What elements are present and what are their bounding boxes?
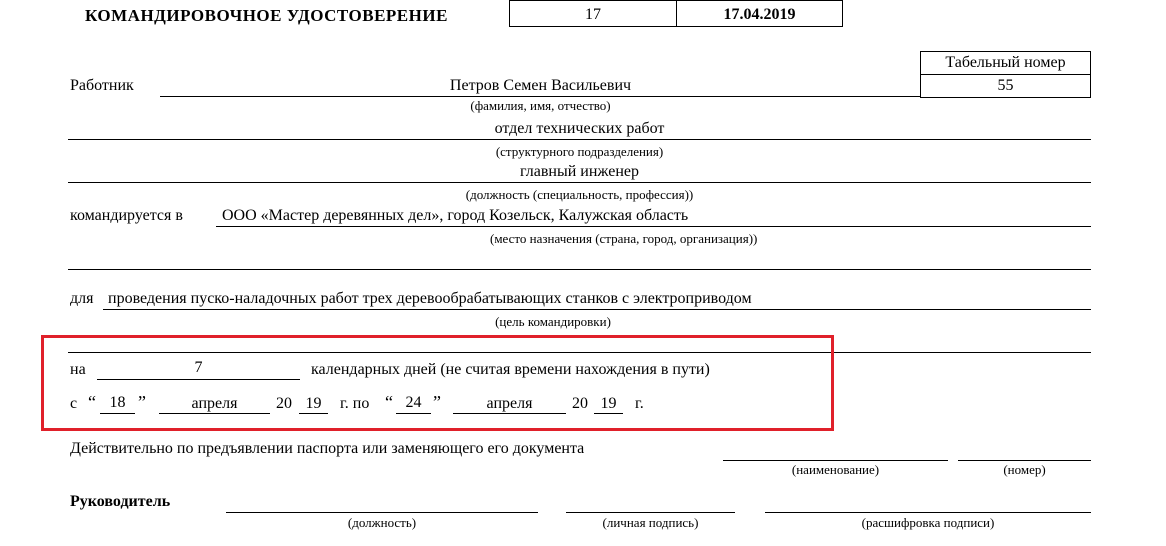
position-value: главный инженер <box>520 163 639 180</box>
document-title: КОМАНДИРОВОЧНОЕ УДОСТОВЕРЕНИЕ <box>85 6 448 25</box>
duration-label: на <box>70 361 86 378</box>
to-month: апреля <box>486 395 533 412</box>
from-year-line <box>299 413 328 414</box>
manager-signature-line <box>566 512 735 513</box>
tab-number-value-cell <box>920 74 1091 98</box>
department-value: отдел технических работ <box>494 120 665 137</box>
validity-number-line <box>958 460 1091 461</box>
doc-number: 17 <box>585 6 601 23</box>
worker-label: Работник <box>70 77 134 94</box>
tab-number-label: Табельный номер <box>945 54 1066 71</box>
destination-line <box>216 226 1091 227</box>
from-month: апреля <box>191 395 238 412</box>
purpose-line <box>103 309 1091 310</box>
position-line <box>68 182 1091 183</box>
period-from-label: с <box>70 395 78 412</box>
from-open-quote: “ <box>88 392 96 412</box>
purpose-value: проведения пуско-наладочных работ трех деревообрабатывающих станков с электроприводом <box>108 290 752 307</box>
from-year-prefix: 20 <box>276 395 292 412</box>
doc-date: 17.04.2019 <box>723 6 796 23</box>
period-to-label: г. по <box>340 395 370 412</box>
tab-number-value: 55 <box>997 77 1014 94</box>
purpose-label: для <box>70 290 94 307</box>
destination-extra-line <box>68 269 1091 270</box>
from-month-line <box>159 413 270 414</box>
to-close-quote: ” <box>433 392 441 412</box>
duration-suffix: календарных дней (не считая времени нахождения в пути) <box>311 361 710 378</box>
destination-caption: (место назначения (страна, город, организация)) <box>490 231 758 246</box>
validity-number-caption: (номер) <box>1003 462 1046 477</box>
to-month-line <box>453 413 566 414</box>
validity-name-line <box>723 460 948 461</box>
duration-days-line <box>97 379 300 380</box>
worker-caption: (фамилия, имя, отчество) <box>470 98 611 113</box>
to-day-line <box>396 413 431 414</box>
period-year-suffix: г. <box>635 395 644 412</box>
manager-decoding-line <box>765 512 1091 513</box>
header-top-rule <box>509 0 843 1</box>
tab-number-label-cell <box>920 51 1091 75</box>
highlight-frame <box>41 335 834 431</box>
doc-number-cell <box>509 0 677 27</box>
doc-date-cell <box>676 0 843 27</box>
manager-position-line <box>226 512 538 513</box>
destination-value: ООО «Мастер деревянных дел», город Козельск, Калужская область <box>222 207 689 224</box>
to-year: 19 <box>600 395 617 412</box>
to-day: 24 <box>405 394 422 411</box>
from-day: 18 <box>109 394 126 411</box>
department-line <box>68 139 1091 140</box>
worker-line <box>160 96 921 97</box>
validity-text: Действительно по предъявлении паспорта или заменяющего его документа <box>70 440 585 457</box>
worker-name: Петров Семен Васильевич <box>449 77 632 94</box>
duration-days: 7 <box>194 359 203 376</box>
from-year: 19 <box>305 395 322 412</box>
position-caption: (должность (специальность, профессия)) <box>465 187 694 202</box>
validity-name-caption: (наименование) <box>791 462 880 477</box>
to-year-prefix: 20 <box>572 395 588 412</box>
department-caption: (структурного подразделения) <box>495 144 664 159</box>
from-day-line <box>100 413 135 414</box>
manager-decoding-caption: (расшифровка подписи) <box>861 515 995 530</box>
to-year-line <box>594 413 623 414</box>
manager-position-caption: (должность) <box>347 515 417 530</box>
to-open-quote: “ <box>385 392 393 412</box>
manager-signature-caption: (личная подпись) <box>602 515 699 530</box>
destination-label: командируется в <box>70 207 183 224</box>
purpose-caption: (цель командировки) <box>495 314 611 329</box>
manager-label: Руководитель <box>70 493 171 510</box>
from-close-quote: ” <box>138 392 146 412</box>
